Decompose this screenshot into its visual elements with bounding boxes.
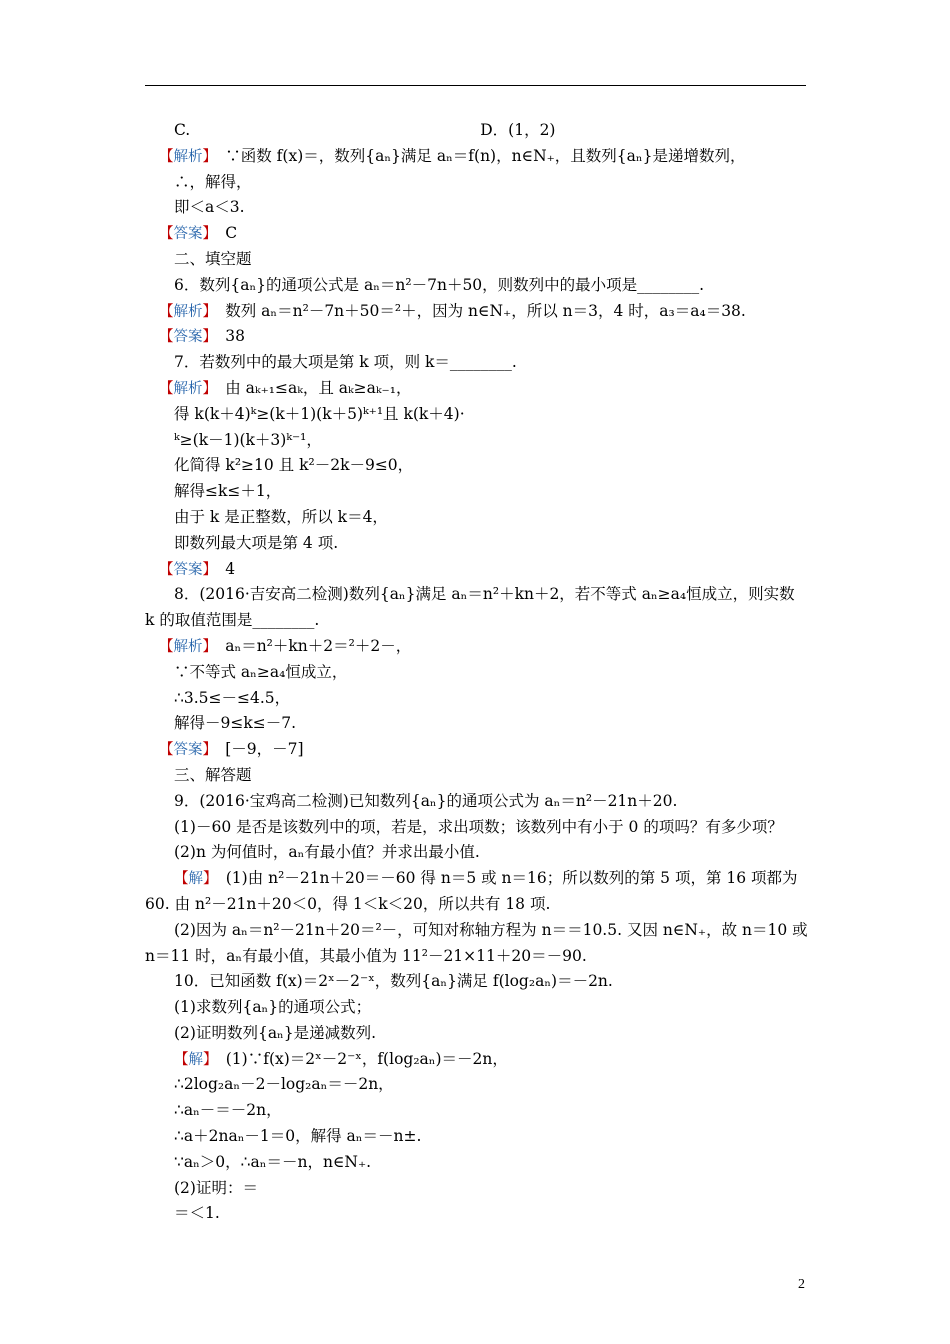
text-line [145,1021,810,1047]
text-line [145,505,810,531]
line-text: (2)证明：＝ [174,1178,258,1197]
text-line [145,918,810,944]
text-line [145,118,810,144]
line-text: ∵不等式 aₙ≥a₄恒成立， [174,662,348,681]
text-line [145,944,810,970]
line-text: [－9，－7] [209,740,304,759]
text-line [145,531,810,557]
text-line [145,789,810,815]
text-line [145,376,810,402]
text-line [145,170,810,196]
answer-tag: 【答案】 [159,329,210,346]
solution-tag: 【解】 [174,1051,211,1068]
line-text: 得 k(k＋4)ᵏ≥(k＋1)(k＋5)ᵏ⁺¹且 k(k＋4)· [174,404,465,423]
line-text: (2)因为 aₙ＝n²－21n＋20＝²－，可知对称轴方程为 n＝＝10.5. 又因 n∈N₊，故 n＝10 或 [174,920,808,939]
text-line [145,995,810,1021]
text-line [145,428,810,454]
line-text: 化简得 k²≥10 且 k²－2k－9≤0， [174,456,414,475]
answer-tag: 【答案】 [159,226,210,243]
line-text: (1)求数列{aₙ}的通项公式； [174,998,372,1017]
analysis-tag: 【解析】 [159,148,210,165]
text-line [145,1150,810,1176]
text-line [145,634,810,660]
text-line [145,686,810,712]
line-text: 8．(2016·吉安高二检测)数列{aₙ}满足 aₙ＝n²＋kn＋2，若不等式 aₙ≥a₄恒成立，则实数 [174,585,795,604]
line-text: (2)n 为何值时，aₙ有最小值？并求出最小值. [174,843,480,862]
text-line [145,479,810,505]
line-text: (1)由 n²－21n＋20＝－60 得 n＝5 或 n＝16；所以数列的第 5 项，第 16 项都为 [210,869,798,888]
line-text: ＝＜1. [174,1204,220,1223]
text-line [145,1098,810,1124]
text-line [145,1047,810,1073]
line-text: C. [174,121,191,139]
line-text: ∴，解得， [174,172,252,191]
line-text: (2)证明数列{aₙ}是递减数列. [174,1023,377,1042]
page-number: 2 [798,1277,805,1292]
line-text: 38 [209,327,245,346]
analysis-tag: 【解析】 [159,303,210,320]
line-text: 解得≤k≤＋1， [174,482,282,501]
analysis-tag: 【解析】 [159,380,210,397]
line-text: 由 aₖ₊₁≤aₖ，且 aₖ≥aₖ₋₁， [209,378,412,397]
text-line [145,1124,810,1150]
line-text: (1)∵f(x)＝2ˣ－2⁻ˣ，f(log₂aₙ)＝－2n， [210,1049,508,1068]
text-line [145,969,810,995]
line-text: 7．若数列中的最大项是第 k 项，则 k＝________. [174,353,517,372]
text-line [145,1072,810,1098]
line-text: 9．(2016·宝鸡高二检测)已知数列{aₙ}的通项公式为 aₙ＝n²－21n＋20. [174,791,678,810]
text-line [145,195,810,221]
line-text: 4 [209,559,236,578]
text-line [145,273,810,299]
text-line [145,350,810,376]
text-line [145,866,810,892]
line-text: C [209,224,238,243]
line-text: 即＜a＜3. [174,198,245,217]
line-text: aₙ＝n²＋kn＋2＝²＋2－， [209,636,412,655]
line-text: 60. 由 n²－21n＋20＜0，得 1＜k＜20，所以共有 18 项. [145,894,551,913]
line-text: ∵函数 f(x)＝，数列{aₙ}满足 aₙ＝f(n)，n∈N₊，且数列{aₙ}是递增数列， [209,146,746,165]
text-line [145,402,810,428]
line-text: 数列 aₙ＝n²－7n＋50＝²＋，因为 n∈N₊，所以 n＝3，4 时，a₃＝a₄＝38. [209,301,746,320]
text-line [145,660,810,686]
line-text: 10．已知函数 f(x)＝2ˣ－2⁻ˣ，数列{aₙ}满足 f(log₂aₙ)＝－2n. [174,972,613,991]
option-d: D．(1，2) [480,121,556,139]
text-line [145,763,810,789]
answer-tag: 【答案】 [159,561,210,578]
text-line [145,608,810,634]
text-line [145,299,810,325]
line-text: ᵏ≥(k－1)(k＋3)ᵏ⁻¹， [174,430,322,449]
line-text: n＝11 时，aₙ有最小值，其最小值为 11²－21×11＋20＝－90. [145,946,587,965]
text-line [145,582,810,608]
text-line [145,557,810,583]
text-line [145,892,810,918]
text-line [145,815,810,841]
text-line [145,247,810,273]
text-line [145,737,810,763]
text-line [145,1201,810,1227]
text-line [145,1176,810,1202]
line-text: ∴a＋2naₙ－1＝0，解得 aₙ＝－n±. [174,1127,422,1146]
line-text: 即数列最大项是第 4 项. [174,533,339,552]
text-line [145,453,810,479]
answer-tag: 【答案】 [159,742,210,759]
line-text: 三、解答题 [174,765,252,784]
text-line [145,144,810,170]
line-text: ∴aₙ－＝－2n， [174,1101,282,1120]
line-text: ∵aₙ＞0，∴aₙ＝－n，n∈N₊. [174,1152,372,1171]
text-line [145,840,810,866]
line-text: ∴2log₂aₙ－2－log₂aₙ＝－2n， [174,1075,394,1094]
text-line [145,711,810,737]
line-text: (1)－60 是否是该数列中的项，若是，求出项数；该数列中有小于 0 的项吗？有多少项？ [174,817,783,836]
header-rule [145,85,806,86]
line-text: ∴3.5≤－≤4.5， [174,688,291,707]
solution-tag: 【解】 [174,871,211,888]
text-line [145,221,810,247]
text-line [145,324,810,350]
document-body [145,118,810,1227]
line-text: 解得－9≤k≤－7. [174,714,297,733]
line-text: 二、填空题 [174,249,252,268]
analysis-tag: 【解析】 [159,638,210,655]
line-text: 6．数列{aₙ}的通项公式是 aₙ＝n²－7n＋50，则数列中的最小项是________. [174,275,705,294]
line-text: k 的取值范围是________. [145,611,320,630]
line-text: 由于 k 是正整数，所以 k＝4， [174,507,388,526]
